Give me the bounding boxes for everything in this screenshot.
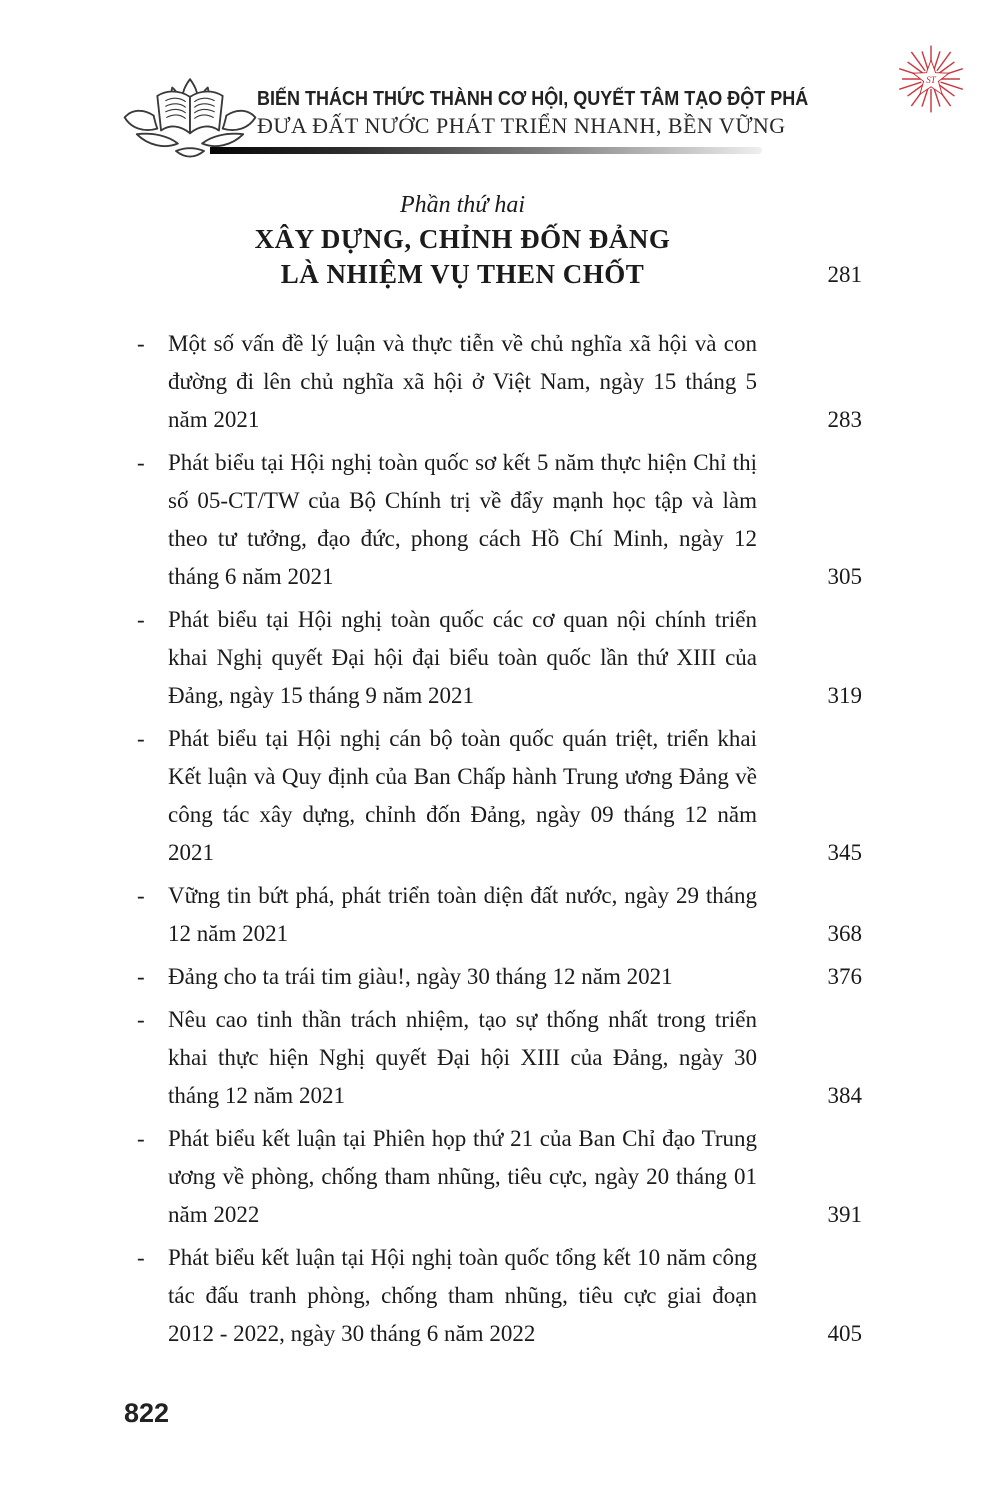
header-slogan-line2: ĐƯA ĐẤT NƯỚC PHÁT TRIỂN NHANH, BỀN VỮNG [257, 113, 786, 138]
entry-dash: - [137, 1126, 145, 1151]
table-of-contents [137, 188, 862, 1358]
part-title-line2: LÀ NHIỆM VỤ THEN CHỐT [280, 259, 645, 289]
part-title-line1: XÂY DỰNG, CHỈNH ĐỐN ĐẢNG [254, 224, 671, 254]
entry-dash: - [137, 1007, 145, 1032]
part-heading [137, 188, 862, 292]
entry-page-number: 368 [827, 921, 862, 946]
entry-title: Đảng cho ta trái tim giàu!, ngày 30 tháng 12 năm 2021 [168, 964, 673, 989]
toc-entry [137, 1239, 862, 1353]
toc-entry [137, 1001, 862, 1115]
entry-dash: - [137, 450, 145, 475]
entry-title: Phát biểu kết luận tại Hội nghị toàn quốc tổng kết 10 năm công tác đấu tranh phòng, chống tham nhũng, tiêu cực giai đoạn 2012 - 2022, ngày 30 tháng 6 năm 2022 [168, 1245, 757, 1346]
entry-title: Phát biểu tại Hội nghị toàn quốc các cơ quan nội chính triển khai Nghị quyết Đại hội đại biểu toàn quốc lần thứ XIII của Đảng, ngày 15 tháng 9 năm 2021 [168, 607, 757, 708]
toc-entry-list [137, 325, 862, 1353]
entry-dash: - [137, 883, 145, 908]
toc-entry [137, 444, 862, 596]
entry-dash: - [137, 726, 145, 751]
entry-page-number: 376 [827, 964, 862, 989]
entry-dash: - [137, 331, 145, 356]
toc-entry [137, 1120, 862, 1234]
toc-entry [137, 877, 862, 953]
part-label: Phần thứ hai [399, 192, 526, 218]
entry-dash: - [137, 1245, 145, 1270]
entry-title: Phát biểu tại Hội nghị toàn quốc sơ kết 5 năm thực hiện Chỉ thị số 05-CT/TW của Bộ Chính trị về đẩy mạnh học tập và làm theo tư tưởng, đạo đức, phong cách Hồ Chí Minh, ngày 12 tháng 6 năm 2021 [168, 450, 757, 589]
toc-entry [137, 958, 862, 996]
toc-entry [137, 325, 862, 439]
toc-entry [137, 601, 862, 715]
entry-page-number: 283 [827, 407, 862, 432]
entry-title: Phát biểu kết luận tại Phiên họp thứ 21 của Ban Chỉ đạo Trung ương về phòng, chống tham nhũng, tiêu cực, ngày 20 tháng 01 năm 2022 [168, 1126, 757, 1227]
header-slogan [257, 86, 870, 140]
entry-title: Nêu cao tinh thần trách nhiệm, tạo sự thống nhất trong triển khai thực hiện Nghị quyết Đại hội XIII của Đảng, ngày 30 tháng 12 năm 2021 [168, 1007, 757, 1108]
entry-dash: - [137, 607, 145, 632]
header-slogan-line1: BIẾN THÁCH THỨC THÀNH CƠ HỘI, QUYẾT TÂM TẠO ĐỘT PHÁ [257, 88, 809, 110]
toc-entry [137, 720, 862, 872]
part-page-number: 281 [827, 262, 862, 287]
red-star-burst-emblem-icon [892, 40, 970, 118]
entry-page-number: 319 [827, 683, 862, 708]
svg-text:ST: ST [926, 74, 936, 85]
entry-dash: - [137, 964, 145, 989]
entry-title: Vững tin bứt phá, phát triển toàn diện đất nước, ngày 29 tháng 12 năm 2021 [168, 883, 757, 946]
entry-page-number: 391 [827, 1202, 862, 1227]
header-gradient-rule [210, 147, 762, 154]
entry-page-number: 305 [827, 564, 862, 589]
entry-title: Một số vấn đề lý luận và thực tiễn về chủ nghĩa xã hội và con đường đi lên chủ nghĩa xã hội ở Việt Nam, ngày 15 tháng 5 năm 2021 [168, 331, 757, 432]
entry-page-number: 345 [827, 840, 862, 865]
entry-page-number: 384 [827, 1083, 862, 1108]
entry-title: Phát biểu tại Hội nghị cán bộ toàn quốc quán triệt, triển khai Kết luận và Quy định của Ban Chấp hành Trung ương Đảng về công tác xây dựng, chỉnh đốn Đảng, ngày 09 tháng 12 năm 2021 [168, 726, 757, 865]
folio-page-number: 822 [124, 1398, 170, 1428]
lotus-open-book-logo-icon [120, 76, 260, 170]
entry-page-number: 405 [827, 1321, 862, 1346]
